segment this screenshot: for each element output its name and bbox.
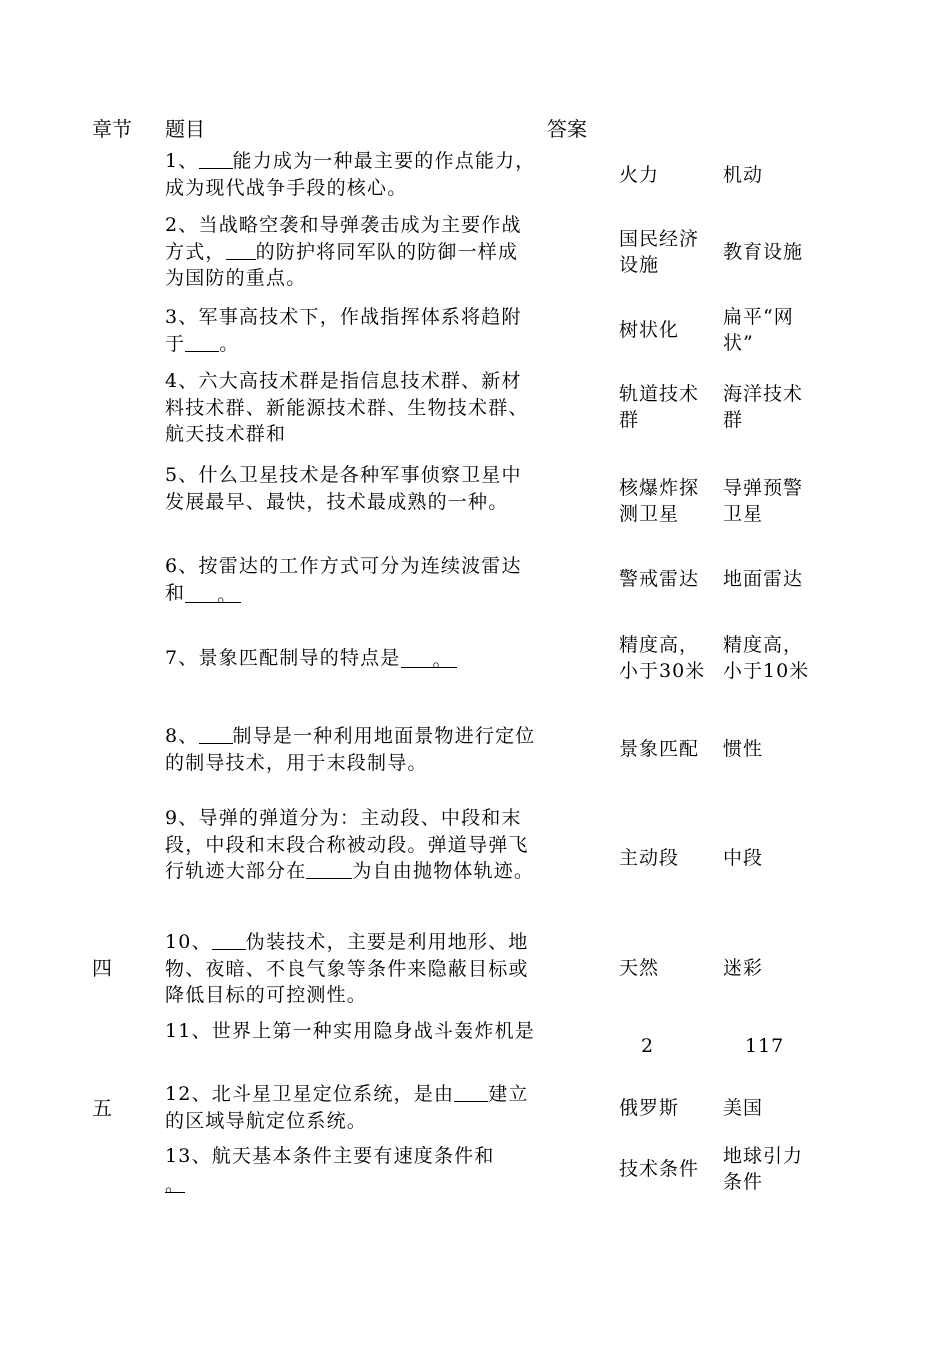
question-text: 10、 伪装技术，主要是利用地形、地物、夜暗、不良气象等条件来隐蔽目标或降低目标的可控测性。	[165, 931, 529, 1006]
answer-option-1: 核爆炸探测卫星	[619, 477, 700, 525]
question-text: 7、景象匹配制导的特点是 。	[165, 645, 537, 672]
answer-option-1: 精度高，小于30米	[619, 634, 706, 682]
answer-option-1: 俄罗斯	[619, 1097, 680, 1119]
answer-option-2: 教育设施	[723, 241, 804, 263]
answer-option-1: 主动段	[619, 847, 680, 869]
question-text: 3、军事高技术下，作战指挥体系将趋附于 。	[165, 306, 522, 355]
answer-option-2: 导弹预警卫星	[723, 477, 804, 525]
question-text: 5、什么卫星技术是各种军事侦察卫星中发展最早、最快，技术最成熟的一种。	[165, 464, 522, 513]
answer-option-1: 景象匹配	[619, 738, 700, 760]
question-text: 8、 制导是一种利用地面景物进行定位的制导技术，用于末段制导。	[165, 725, 536, 774]
answer-option-1: 树状化	[619, 319, 680, 341]
answer-option-1: 轨道技术群	[619, 383, 700, 431]
answer-option-2: 117	[745, 1035, 785, 1057]
question-text: 4、六大高技术群是指信息技术群、新材料技术群、新能源技术群、生物技术群、航天技术群和	[165, 370, 529, 445]
question-text: 6、按雷达的工作方式可分为连续波雷达和 。	[165, 555, 522, 606]
chapter-label: 五	[92, 1096, 112, 1120]
question-text: 13、航天基本条件主要有速度条件和 。	[165, 1145, 495, 1196]
answer-option-2: 精度高，小于10米	[723, 634, 810, 682]
question-text: 2、当战略空袭和导弹袭击成为主要作战方式， 的防护将同军队的防御一样成为国防的重点。	[165, 214, 522, 289]
answer-option-2: 机动	[723, 164, 764, 186]
answer-option-2: 美国	[723, 1097, 764, 1119]
question-text: 1、 能力成为一种最主要的作点能力，成为现代战争手段的核心。	[165, 150, 536, 199]
header-chapter: 章节	[92, 117, 132, 141]
answer-option-1: 国民经济设施	[619, 228, 700, 276]
answer-option-1: 天然	[619, 957, 660, 979]
answer-option-2: 中段	[723, 847, 764, 869]
answer-option-2: 地球引力条件	[723, 1145, 804, 1193]
answer-option-2: 扁平“网状”	[723, 306, 794, 354]
header-question: 题目	[165, 117, 205, 141]
answer-option-1: 火力	[619, 164, 660, 186]
header-answer: 答案	[547, 117, 587, 141]
question-text: 9、导弹的弹道分为：主动段、中段和末段，中段和末段合称被动段。弹道导弹飞行轨迹大部分在 为自由抛物体轨迹。	[165, 807, 535, 882]
question-text: 11、世界上第一种实用隐身战斗轰炸机是	[165, 1020, 535, 1042]
answer-option-2: 地面雷达	[723, 568, 804, 590]
answer-option-1: 警戒雷达	[619, 568, 700, 590]
answer-option-2: 惯性	[723, 738, 764, 760]
answer-option-2: 迷彩	[723, 957, 764, 979]
question-text: 12、北斗星卫星定位系统，是由 建立的区域导航定位系统。	[165, 1083, 529, 1132]
answer-option-1: 技术条件	[619, 1158, 700, 1180]
chapter-label: 四	[92, 956, 112, 980]
answer-option-2: 海洋技术群	[723, 383, 804, 431]
answer-option-1: 2	[641, 1035, 655, 1057]
